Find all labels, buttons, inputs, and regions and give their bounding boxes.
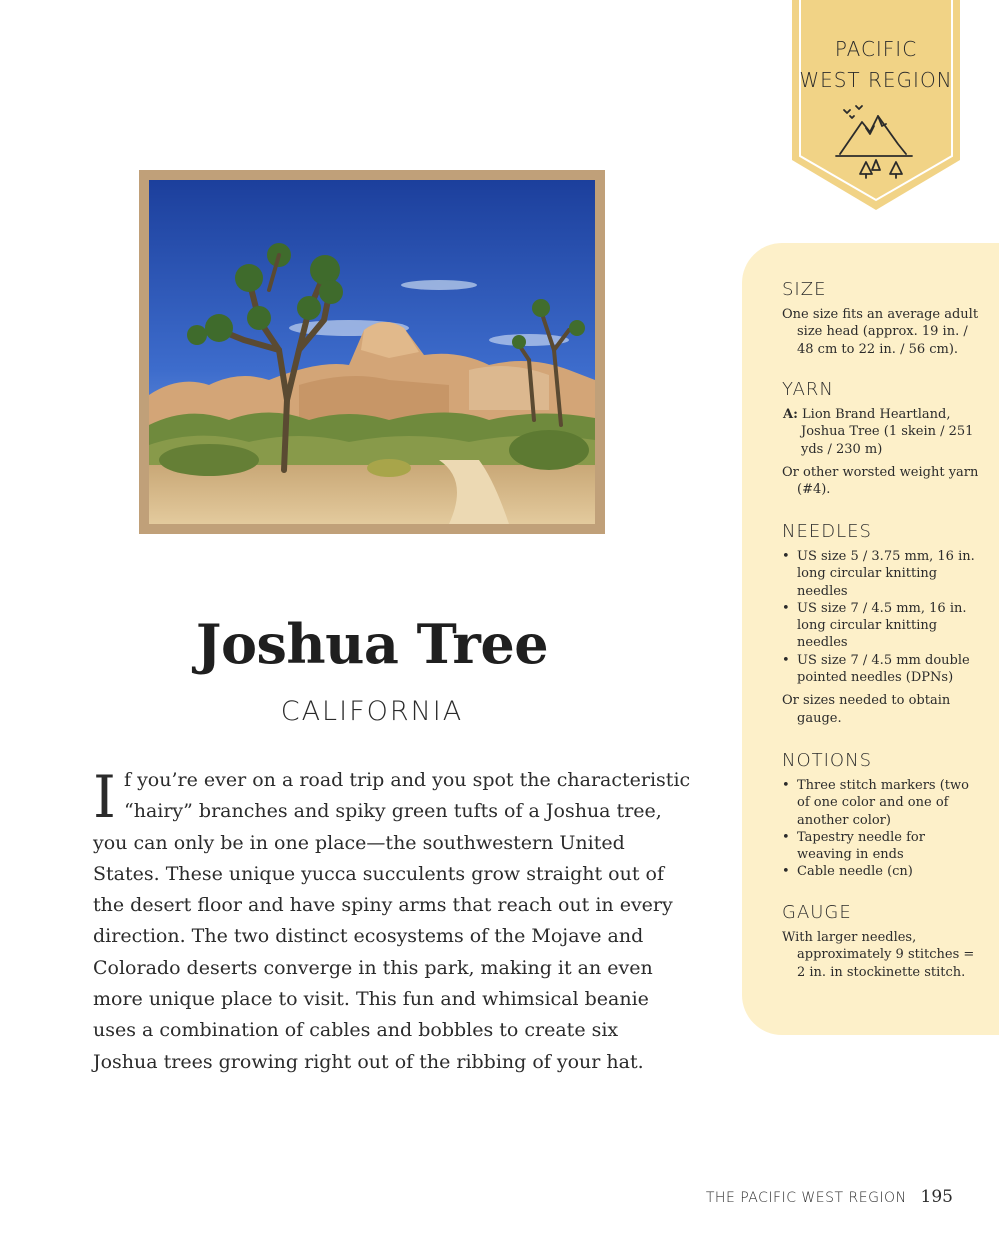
photo-frame (139, 170, 605, 534)
list-item: • US size 7 / 4.5 mm, 16 in. long circular knitting needles (782, 600, 982, 652)
page-footer (706, 1187, 953, 1207)
needles-heading: NEEDLES (782, 521, 872, 542)
drop-cap: I (93, 763, 116, 831)
yarn-heading: YARN (782, 379, 834, 400)
needles-list (782, 548, 982, 686)
yarn-description: Lion Brand Heartland, Joshua Tree (1 skein / 251 yds / 230 m) (801, 407, 974, 457)
gauge-section (782, 902, 982, 987)
intro-paragraph (93, 763, 691, 1078)
needles-alternative: Or sizes needed to obtain gauge. (782, 693, 951, 726)
intro-line: direction. The two distinct ecosystems of the Mojave and (93, 925, 644, 948)
yarn-section (782, 379, 982, 504)
gauge-text: With larger needles, approximately 9 stitches = 2 in. in stockinette stitch. (782, 930, 975, 980)
intro-line: more unique place to visit. This fun and whimsical beanie (93, 988, 649, 1011)
materials-sidebar (742, 243, 999, 1035)
banner-line-1: PACIFIC (834, 37, 918, 61)
intro-line: Colorado deserts converge in this park, making it an even (93, 956, 653, 979)
needles-section (782, 521, 982, 733)
page-number: 195 (920, 1187, 953, 1207)
mountain-icon (834, 104, 918, 182)
list-item: • Three stitch markers (two of one color and one of another color) (782, 777, 982, 829)
gauge-heading: GAUGE (782, 902, 852, 923)
notions-heading: NOTIONS (782, 750, 872, 771)
yarn-alternative: Or other worsted weight yarn (#4). (782, 464, 979, 498)
banner-line-2: WEST REGION (799, 68, 953, 92)
intro-line: the desert floor and have spiny arms that reach out in every (93, 894, 673, 917)
yarn-label: A: (783, 407, 798, 422)
list-item: • Tapestry needle for weaving in ends (782, 829, 982, 864)
joshua-tree-photo (149, 180, 595, 524)
region-banner (792, 0, 960, 210)
yarn-text (782, 406, 982, 458)
notions-section (782, 750, 982, 887)
size-text: One size fits an average adult size head (approx. 19 in. / 48 cm to 22 in. / 56 cm). (782, 307, 979, 357)
intro-line: you can only be in one place—the southwestern United (93, 831, 625, 854)
page-subtitle: CALIFORNIA (280, 696, 464, 727)
list-item: • US size 7 / 4.5 mm double pointed needles (DPNs) (782, 652, 982, 687)
footer-region: THE PACIFIC WEST REGION (705, 1190, 907, 1206)
size-section (782, 279, 982, 364)
intro-line: “hairy” branches and spiky green tufts of a Joshua tree, (124, 800, 662, 823)
page-title: Joshua Tree (195, 612, 549, 676)
list-item: • US size 5 / 3.75 mm, 16 in. long circular knitting needles (782, 548, 982, 600)
intro-line: uses a combination of cables and bobbles to create six (93, 1019, 619, 1042)
intro-line: Joshua trees growing right out of the ribbing of your hat. (93, 1050, 644, 1073)
intro-line: States. These unique yucca succulents grow straight out of (93, 862, 664, 885)
banner-title (792, 34, 960, 96)
notions-list (782, 777, 982, 881)
intro-line: f you’re ever on a road trip and you spot the characteristic (124, 769, 691, 791)
list-item: • Cable needle (cn) (782, 863, 982, 880)
size-heading: SIZE (782, 279, 827, 300)
